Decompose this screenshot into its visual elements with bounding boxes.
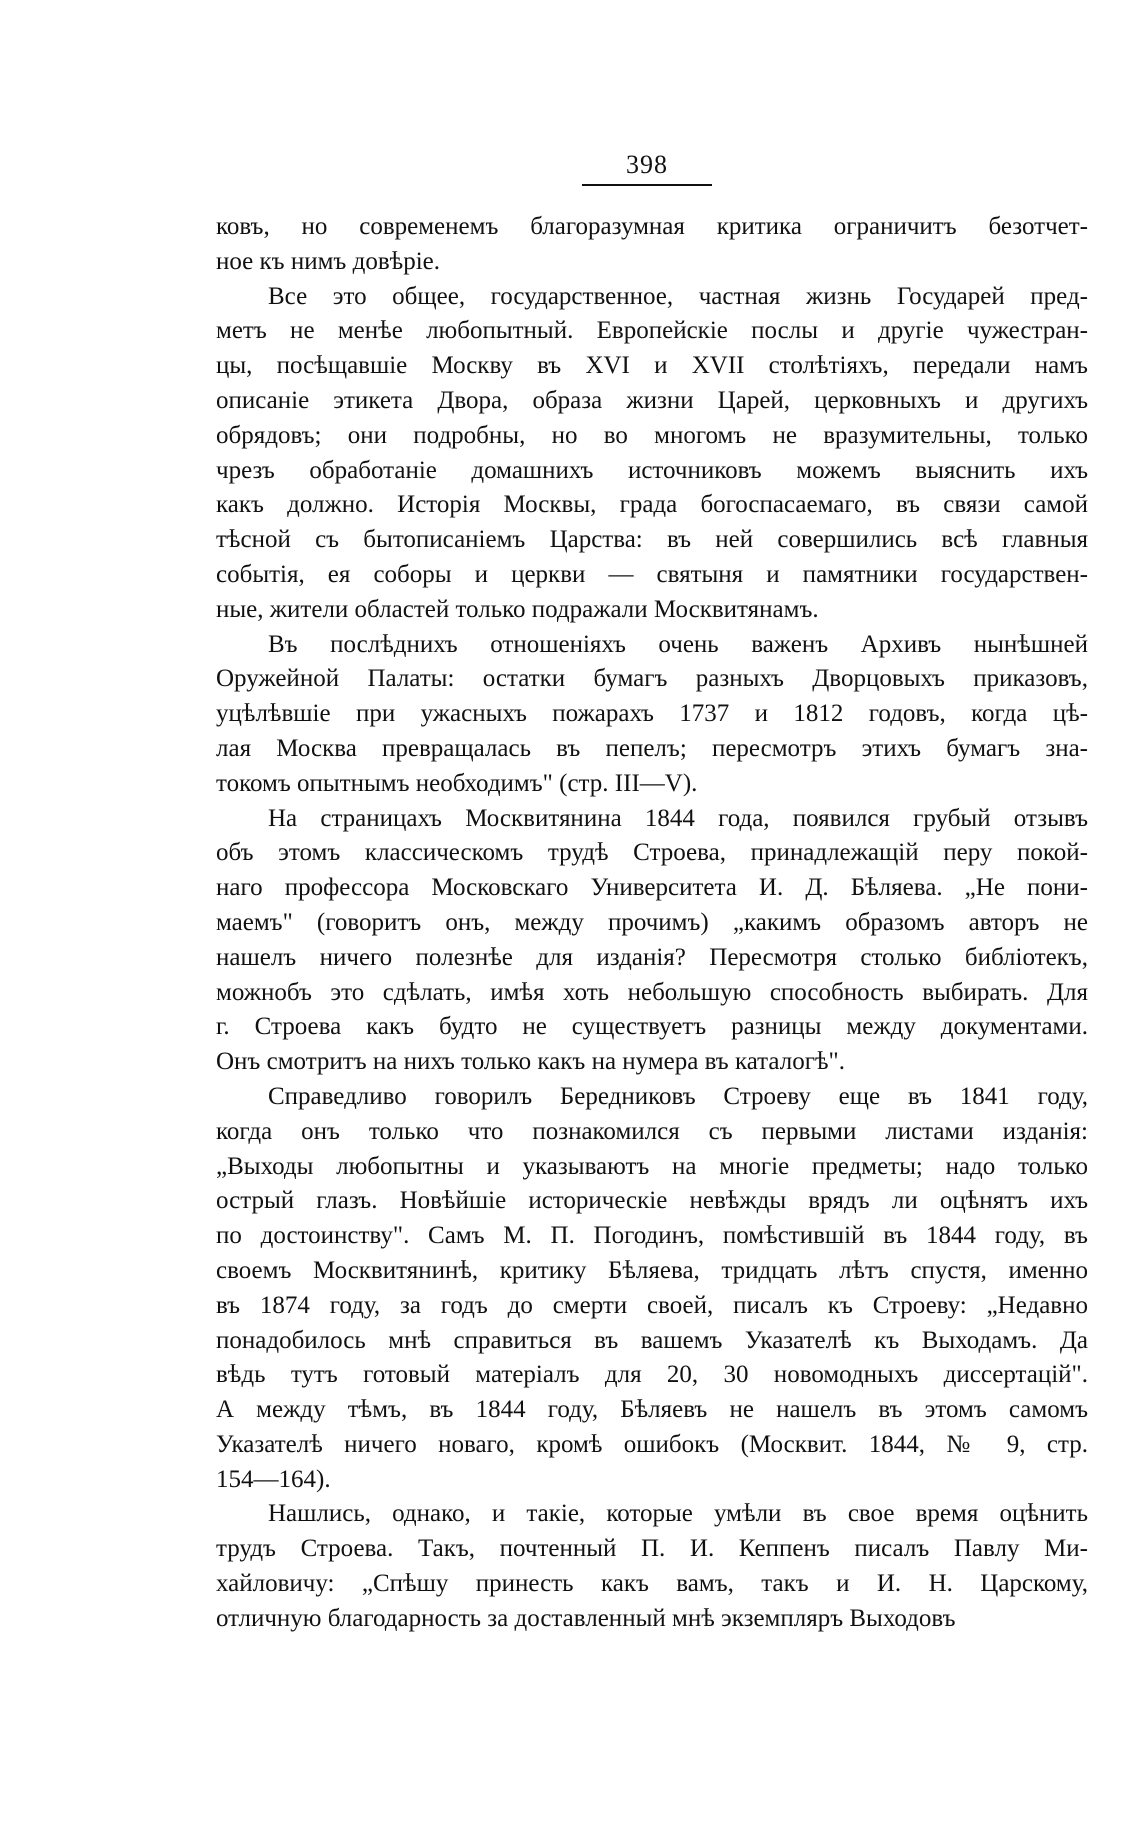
text-line: когда онъ только что познакомился съ первыми листами изданія:: [216, 1117, 1088, 1145]
text-line: Онъ смотритъ на нихъ только какъ на нумера въ каталогѣ".: [216, 1048, 845, 1076]
text-line: метъ не менѣе любопытный. Европейскіе послы и другіе чужестран-: [216, 317, 1088, 345]
text-line: маемъ" (говоритъ онъ, между прочимъ) „какимъ образомъ авторъ не: [216, 908, 1088, 936]
body-text: [216, 210, 1088, 1637]
paragraph: [216, 1080, 1088, 1498]
paragraph: [216, 628, 1088, 802]
text-line: А между тѣмъ, въ 1844 году, Бѣляевъ не нашелъ въ этомъ самомъ: [216, 1396, 1088, 1424]
text-line: тѣсной съ бытописаніемъ Царства: въ ней совершились всѣ главныя: [216, 526, 1088, 554]
text-line: ные, жители областей только подражали Москвитянамъ.: [216, 595, 819, 623]
text-line: по достоинству". Самъ М. П. Погодинъ, помѣстившій въ 1844 году, въ: [216, 1222, 1088, 1250]
text-line: г. Строева какъ будто не существуетъ разницы между документами.: [216, 1013, 1088, 1041]
text-line: можнобъ это сдѣлать, имѣя хоть небольшую способность выбирать. Для: [216, 978, 1088, 1006]
text-line: Указателѣ ничего новаго, кромѣ ошибокъ (Москвит. 1844, № 9, стр.: [216, 1430, 1088, 1458]
text-line: чрезъ обработаніе домашнихъ источниковъ можемъ выяснить ихъ: [216, 456, 1088, 484]
text-line: объ этомъ классическомъ трудѣ Строева, принадлежащій перу покой-: [216, 839, 1088, 867]
text-line: событія, ея соборы и церкви — святыня и памятники государствен-: [216, 560, 1088, 588]
text-line: обрядовъ; они подробны, но во многомъ не вразумительны, только: [216, 421, 1088, 449]
text-line: понадобилось мнѣ справиться въ вашемъ Указателѣ къ Выходамъ. Да: [216, 1326, 1088, 1354]
text-line: трудъ Строева. Такъ, почтенный П. И. Кеппенъ писалъ Павлу Ми-: [216, 1535, 1088, 1563]
text-line: описаніе этикета Двора, образа жизни Царей, церковныхъ и другихъ: [216, 386, 1088, 414]
text-line: Оружейной Палаты: остатки бумагъ разныхъ Дворцовыхъ приказовъ,: [216, 665, 1088, 693]
text-line: вѣдь тутъ готовый матеріалъ для 20, 30 новомодныхъ диссертацій".: [216, 1361, 1088, 1389]
text-line: „Выходы любопытны и указываютъ на многіе предметы; надо только: [216, 1152, 1088, 1180]
text-line: ковъ, но современемъ благоразумная критика ограничитъ безотчет-: [216, 213, 1088, 240]
text-line: острый глазъ. Новѣйшіе историческіе невѣжды врядъ ли оцѣнятъ ихъ: [216, 1187, 1088, 1215]
page-number: 398: [626, 150, 668, 179]
text-line: наго профессора Московскаго Университета И. Д. Бѣляева. „Не пони-: [216, 874, 1088, 902]
text-line: Нашлись, однако, и такіе, которые умѣли въ свое время оцѣнить: [268, 1500, 1088, 1528]
text-line: хайловичу: „Спѣшу принесть какъ вамъ, такъ и И. Н. Царскому,: [216, 1570, 1088, 1598]
text-line: 154—164).: [216, 1465, 331, 1493]
text-line: На страницахъ Москвитянина 1844 года, появился грубый отзывъ: [268, 804, 1088, 832]
text-line: своемъ Москвитянинѣ, критику Бѣляева, тридцать лѣтъ спустя, именно: [216, 1256, 1088, 1284]
paragraph: [216, 280, 1088, 628]
page-number-rule: [582, 184, 712, 186]
text-line: Справедливо говорилъ Бередниковъ Строеву еще въ 1841 году,: [268, 1082, 1088, 1110]
paragraph: [216, 802, 1088, 1080]
paragraph: [216, 1497, 1088, 1636]
text-line: въ 1874 году, за годъ до смерти своей, писалъ къ Строеву: „Недавно: [216, 1291, 1088, 1319]
text-line: токомъ опытнымъ необходимъ" (стр. III—V).: [216, 769, 698, 797]
text-line: отличную благодарность за доставленный мнѣ экземпляръ Выходовъ: [216, 1604, 956, 1632]
text-line: Въ послѣднихъ отношеніяхъ очень важенъ Архивъ нынѣшней: [268, 630, 1088, 658]
text-line: цы, посѣщавшіе Москву въ XVI и XVII столѣтіяхъ, передали намъ: [216, 352, 1088, 380]
text-line: ное къ нимъ довѣріе.: [216, 247, 440, 275]
text-line: лая Москва превращалась въ пепелъ; пересмотръ этихъ бумагъ зна-: [216, 734, 1088, 762]
paragraph: [216, 210, 1088, 280]
text-line: уцѣлѣвшіе при ужасныхъ пожарахъ 1737 и 1812 годовъ, когда цѣ-: [216, 700, 1088, 728]
text-line: нашелъ ничего полезнѣе для изданія? Пересмотря столько библіотекъ,: [216, 943, 1088, 971]
text-line: Все это общее, государственное, частная жизнь Государей пред-: [268, 282, 1088, 310]
text-line: какъ должно. Исторія Москвы, града богоспасаемаго, въ связи самой: [216, 491, 1088, 519]
